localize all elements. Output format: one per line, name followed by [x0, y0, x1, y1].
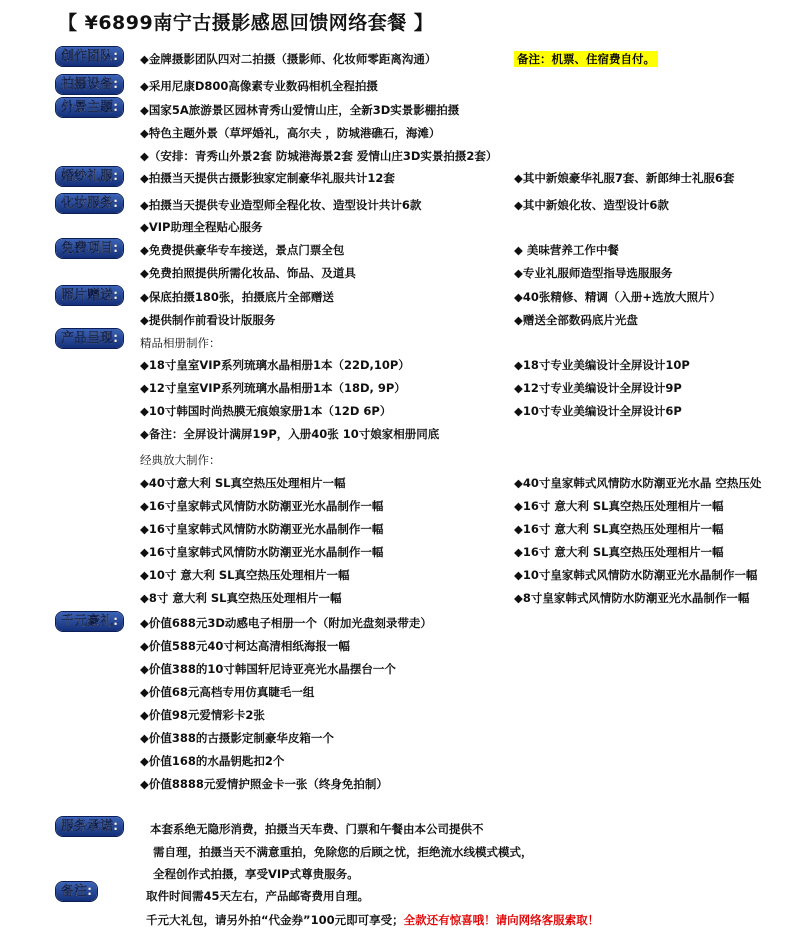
enlarge-left-item: ◆10寸 意大利 SL真空热压处理相片一幅: [140, 568, 350, 582]
album-left-item: ◆12寸皇室VIP系列琉璃水晶相册1本（18D, 9P）: [140, 381, 406, 395]
section-label-scenery: 外景主题:: [56, 98, 123, 117]
section-label-gifts: 千元豪礼:: [56, 612, 123, 631]
album-note: ◆备注：全屏设计满屏19P，入册40张 10寸娘家相册同底: [140, 427, 440, 441]
scenery-line-1: ◆国家5A旅游景区园林青秀山爱情山庄，全新3D实景影棚拍摄: [140, 103, 460, 117]
album-right-item: ◆10寸专业美编设计全屏设计6P: [514, 404, 682, 418]
enlarge-left-item: ◆8寸 意大利 SL真空热压处理相片一幅: [140, 591, 342, 605]
free-left-2: ◆免费拍照提供所需化妆品、饰品、及道具: [140, 266, 356, 280]
gift-item: ◆价值388的古摄影定制豪华皮箱一个: [140, 731, 334, 745]
enlarge-left-item: ◆40寸意大利 SL真空热压处理相片一幅: [140, 476, 346, 490]
gift-item: ◆价值68元高档专用仿真睫毛一组: [140, 685, 315, 699]
gift-item: ◆价值168的水晶钥匙扣2个: [140, 754, 285, 768]
section-label-photos: 照片赠送:: [56, 286, 123, 305]
gown-left: ◆拍摄当天提供古摄影独家定制豪华礼服共计12套: [140, 171, 395, 185]
section-label-promise: 服务承诺:: [56, 817, 123, 836]
free-right-1: ◆ 美味营养工作中餐: [514, 243, 619, 257]
enlarge-right-item: ◆16寸 意大利 SL真空热压处理相片一幅: [514, 522, 724, 536]
free-right-2: ◆专业礼服师造型指导选服服务: [514, 266, 673, 280]
enlarge-heading: 经典放大制作：: [140, 453, 221, 467]
team-text: ◆金牌摄影团队四对二拍摄（摄影师、化妆师零距离沟通）: [140, 52, 437, 66]
section-label-equipment: 拍摄设备:: [56, 75, 123, 94]
enlarge-left-item: ◆16寸皇家韩式风情防水防潮亚光水晶制作一幅: [140, 499, 384, 513]
enlarge-right-item: ◆10寸皇家韩式风情防水防潮亚光水晶制作一幅: [514, 568, 758, 582]
makeup-left: ◆拍摄当天提供专业造型师全程化妆、造型设计共计6款: [140, 198, 422, 212]
remark-line-1: 取件时间需45天左右，产品邮寄费用自理。: [146, 889, 370, 903]
equipment-text: ◆采用尼康D800高像素专业数码相机全程拍摄: [140, 79, 378, 93]
album-heading: 精品相册制作：: [140, 336, 221, 350]
promise-line: 本套系绝无隐形消费，拍摄当天车费、门票和午餐由本公司提供不: [150, 822, 484, 836]
section-label-products: 产品呈现:: [56, 329, 123, 348]
gift-item: ◆价值98元爱情彩卡2张: [140, 708, 265, 722]
section-label-gown: 婚纱礼服:: [56, 167, 123, 186]
album-right-item: ◆18寸专业美编设计全屏设计10P: [514, 358, 690, 372]
section-label-makeup: 化妆服务:: [56, 194, 123, 213]
enlarge-left-item: ◆16寸皇家韩式风情防水防潮亚光水晶制作一幅: [140, 522, 384, 536]
promise-line: 全程创作式拍摄，享受VIP式尊贵服务。: [153, 867, 359, 881]
gift-item: ◆价值688元3D动感电子相册一个（附加光盘刻录带走）: [140, 616, 432, 630]
page-title: 【 ¥6899南宁古摄影感恩回馈网络套餐 】: [58, 12, 434, 34]
scenery-line-2: ◆特色主题外景（草坪婚礼，高尔夫 ，防城港礁石，海滩）: [140, 126, 441, 140]
photos-right-2: ◆赠送全部数码底片光盘: [514, 313, 638, 327]
gift-item: ◆价值8888元爱情护照金卡一张（终身免拍制）: [140, 777, 388, 791]
scenery-line-3: ◆（安排：青秀山外景2套 防城港海景2套 爱情山庄3D实景拍摄2套）: [140, 149, 498, 163]
photos-right-1: ◆40张精修、精调（入册+选放大照片）: [514, 290, 721, 304]
section-label-free: 免费项目:: [56, 239, 123, 258]
makeup-line-2: ◆VIP助理全程贴心服务: [140, 220, 263, 234]
section-label-remark: 备注:: [56, 882, 97, 901]
album-right-item: ◆12寸专业美编设计全屏设计9P: [514, 381, 682, 395]
enlarge-right-item: ◆40寸皇家韩式风情防水防潮亚光水晶 空热压处: [514, 476, 762, 490]
gift-item: ◆价值588元40寸柯达高清相纸海报一幅: [140, 639, 350, 653]
gown-right: ◆其中新娘豪华礼服7套、新郎绅士礼服6套: [514, 171, 735, 185]
section-label-team: 创作团队:: [56, 47, 123, 66]
team-note: 备注：机票、住宿费自付。: [514, 51, 658, 67]
photos-left-2: ◆提供制作前看设计版服务: [140, 313, 276, 327]
remark-line-2: [146, 912, 599, 928]
free-left-1: ◆免费提供豪华专车接送，景点门票全包: [140, 243, 345, 257]
remark-line-2-text: 千元大礼包，请另外拍“代金券”100元即可享受；: [146, 913, 404, 927]
promise-line: 需自理，拍摄当天不满意重拍，免除您的后顾之忧，拒绝流水线模式模式，: [153, 845, 533, 859]
enlarge-left-item: ◆16寸皇家韩式风情防水防潮亚光水晶制作一幅: [140, 545, 384, 559]
gift-item: ◆价值388的10寸韩国轩尼诗亚亮光水晶摆台一个: [140, 662, 396, 676]
enlarge-right-item: ◆8寸皇家韩式风情防水防潮亚光水晶制作一幅: [514, 591, 750, 605]
remark-highlight: 全款还有惊喜哦！请向网络客服索取！: [403, 913, 600, 927]
enlarge-right-item: ◆16寸 意大利 SL真空热压处理相片一幅: [514, 499, 724, 513]
album-left-item: ◆18寸皇室VIP系列琉璃水晶相册1本（22D,10P）: [140, 358, 410, 372]
photos-left-1: ◆保底拍摄180张，拍摄底片全部赠送: [140, 290, 334, 304]
album-left-item: ◆10寸韩国时尚热膜无痕娘家册1本（12D 6P）: [140, 404, 392, 418]
enlarge-right-item: ◆16寸 意大利 SL真空热压处理相片一幅: [514, 545, 724, 559]
makeup-right: ◆其中新娘化妆、造型设计6款: [514, 198, 669, 212]
